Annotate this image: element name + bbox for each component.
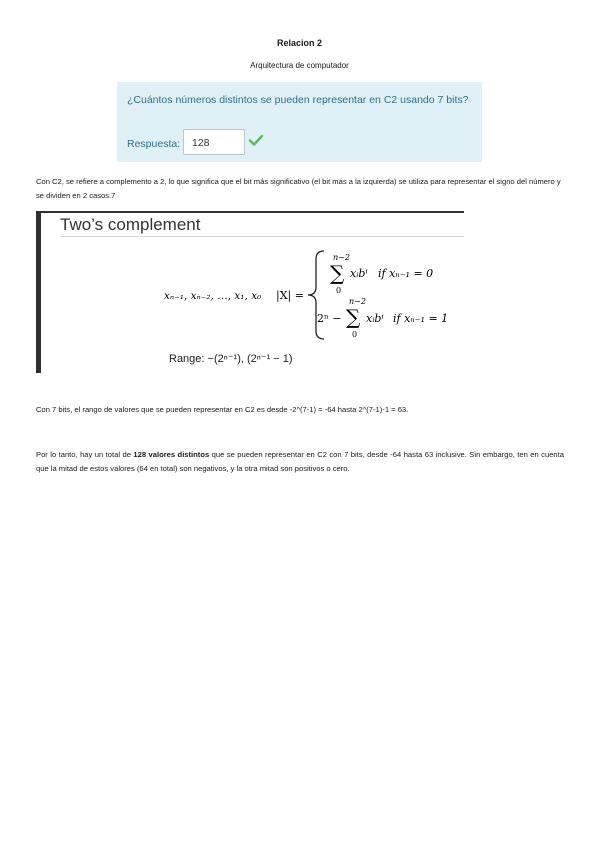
document-subtitle: Arquitectura de computador [250, 61, 349, 70]
twos-complement-figure [36, 211, 464, 373]
figure-title: Two’s complement [60, 215, 201, 234]
bit-sequence: xₙ₋₁, xₙ₋₂, …, x₁, x₀ [164, 290, 262, 302]
term1: xᵢbⁱ [350, 267, 368, 280]
conclusion-bold: 128 valores distintos [133, 450, 210, 459]
check-icon [248, 132, 264, 148]
sum2-symbol: ∑ [346, 305, 361, 329]
formula-svg [36, 211, 464, 373]
left-brace [308, 251, 324, 339]
conclusion-text-end: que se pueden representar en C2 con 7 bits, desde -64 hasta 63 inclusive. Sin embargo, ten en cuenta que la mitad de estos valores (64 en total) son negativos, y la otra mitad son positivos o cero. [36, 450, 564, 473]
answer-input[interactable]: 128 [183, 129, 245, 155]
case2-prefix: 2ⁿ − [317, 312, 342, 325]
abs-x-label: |X| = [276, 289, 304, 302]
sum2-lower: 0 [352, 330, 358, 339]
paragraph-c2-definition: Con C2, se refiere a complemento a 2, lo que significa que el bit más significativo (el bit más a la izquierda) se utiliza para representar el signo del número y se dividen en 2 casos.7 [36, 177, 561, 200]
term2: xᵢbⁱ [366, 312, 384, 325]
case2-condition: if xₙ₋₁ = 1 [393, 312, 449, 325]
range-formula: Range: −(2ⁿ⁻¹), (2ⁿ⁻¹ − 1) [169, 353, 293, 365]
sum2-upper: n−2 [349, 297, 366, 306]
paragraph-conclusion [36, 448, 564, 475]
answer-label: Respuesta: [127, 138, 181, 150]
sum1-symbol: ∑ [330, 261, 345, 285]
sum1-upper: n−2 [333, 253, 350, 262]
quiz-screenshot [117, 82, 482, 162]
paragraph-range: Con 7 bits, el rango de valores que se pueden representar en C2 es desde -2^(7-1) = -64 hasta 2^(7-1)-1 = 63. [36, 405, 409, 414]
sum1-lower: 0 [336, 286, 342, 295]
case1-condition: if xₙ₋₁ = 0 [378, 267, 434, 280]
document-title: Relacion 2 [276, 38, 323, 48]
quiz-question: ¿Cuántos números distintos se pueden representar en C2 usando 7 bits? [127, 94, 469, 106]
conclusion-text-start: Por lo tanto, hay un total de [36, 450, 134, 459]
